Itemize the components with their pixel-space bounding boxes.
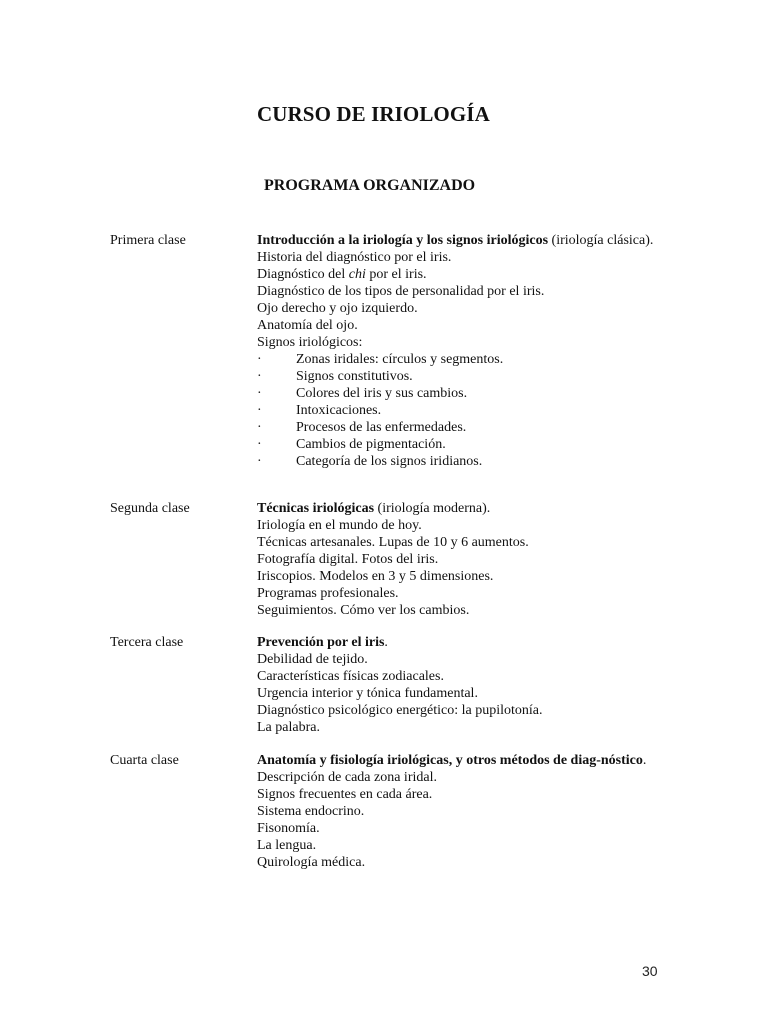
bullet-item (257, 368, 658, 385)
class-heading-rest: . (642, 753, 647, 768)
class-heading-bold: Prevención por el iris (257, 635, 385, 650)
bullet-text: Signos constitutivos. (296, 369, 413, 384)
class-heading (257, 634, 658, 651)
topic-line: Iriscopios. Modelos en 3 y 5 dimensiones. (257, 569, 494, 584)
topic-line: Urgencia interior y tónica fundamental. (257, 686, 478, 701)
bullet-dot-icon: · (257, 352, 262, 367)
topic-line: La palabra. (257, 720, 320, 735)
bullet-item (257, 419, 658, 436)
class-heading (257, 232, 658, 249)
bullet-item (257, 385, 658, 402)
topic-line: Sistema endocrino. (257, 804, 365, 819)
topic-line-chi (257, 266, 658, 283)
topic-line: Programas profesionales. (257, 586, 399, 601)
topic-line: Técnicas artesanales. Lupas de 10 y 6 aumentos. (257, 535, 529, 550)
topic-line: Fisonomía. (257, 821, 320, 836)
topic-line: Signos frecuentes en cada área. (257, 787, 433, 802)
class-content (257, 500, 658, 619)
class-label: Cuarta clase (110, 753, 179, 768)
class-heading (257, 752, 658, 769)
topic-line: Características físicas zodiacales. (257, 669, 444, 684)
bullet-text: Procesos de las enfermedades. (296, 420, 467, 435)
document-title: CURSO DE IRIOLOGÍA (257, 102, 490, 126)
topic-italic-term: chi (348, 267, 366, 282)
topic-line: Historia del diagnóstico por el iris. (257, 250, 452, 265)
bullet-dot-icon: · (257, 437, 262, 452)
topic-line: La lengua. (257, 838, 317, 853)
page-number: 30 (642, 963, 658, 979)
topic-line: Diagnóstico de los tipos de personalidad por el iris. (257, 284, 545, 299)
class-heading-bold: Anatomía y fisiología iriológicas, y otros métodos de diag-nóstico (257, 753, 643, 768)
bullet-text: Zonas iridales: círculos y segmentos. (296, 352, 504, 367)
topic-line: Fotografía digital. Fotos del iris. (257, 552, 439, 567)
bullet-dot-icon: · (257, 403, 262, 418)
topic-line: Signos iriológicos: (257, 335, 363, 350)
topic-line: Descripción de cada zona iridal. (257, 770, 437, 785)
topic-line: Debilidad de tejido. (257, 652, 368, 667)
class-content (257, 634, 658, 736)
bullet-item (257, 436, 658, 453)
topic-line: Iriología en el mundo de hoy. (257, 518, 422, 533)
bullet-item (257, 453, 658, 470)
class-heading-rest: . (384, 635, 388, 650)
bullet-dot-icon: · (257, 420, 262, 435)
class-heading-bold: Introducción a la iriología y los signos iriológicos (257, 233, 549, 248)
class-content (257, 232, 658, 470)
bullet-text: Intoxicaciones. (296, 403, 382, 418)
class-label: Primera clase (110, 233, 186, 248)
bullet-text: Cambios de pigmentación. (296, 437, 446, 452)
bullet-item (257, 351, 658, 368)
topic-line: Quirología médica. (257, 855, 366, 870)
topic-line: Seguimientos. Cómo ver los cambios. (257, 603, 470, 618)
topic-line: Anatomía del ojo. (257, 318, 358, 333)
class-heading-rest: (iriología clásica). (548, 233, 654, 248)
bullet-text: Categoría de los signos iridianos. (296, 454, 483, 469)
topic-line: Diagnóstico psicológico energético: la pupilotonía. (257, 703, 543, 718)
class-label: Tercera clase (110, 635, 184, 650)
class-label: Segunda clase (110, 501, 190, 516)
topic-text: Diagnóstico del (257, 267, 349, 282)
bullet-dot-icon: · (257, 386, 262, 401)
bullet-item (257, 402, 658, 419)
topic-text: por el iris. (365, 267, 427, 282)
class-heading-bold: Técnicas iriológicas (257, 501, 375, 516)
bullet-text: Colores del iris y sus cambios. (296, 386, 468, 401)
class-heading (257, 500, 658, 517)
document-subtitle: PROGRAMA ORGANIZADO (264, 177, 476, 194)
bullet-dot-icon: · (257, 454, 262, 469)
bullet-dot-icon: · (257, 369, 262, 384)
topic-line: Ojo derecho y ojo izquierdo. (257, 301, 418, 316)
class-content (257, 752, 658, 871)
class-heading-rest: (iriología moderna). (374, 501, 491, 516)
